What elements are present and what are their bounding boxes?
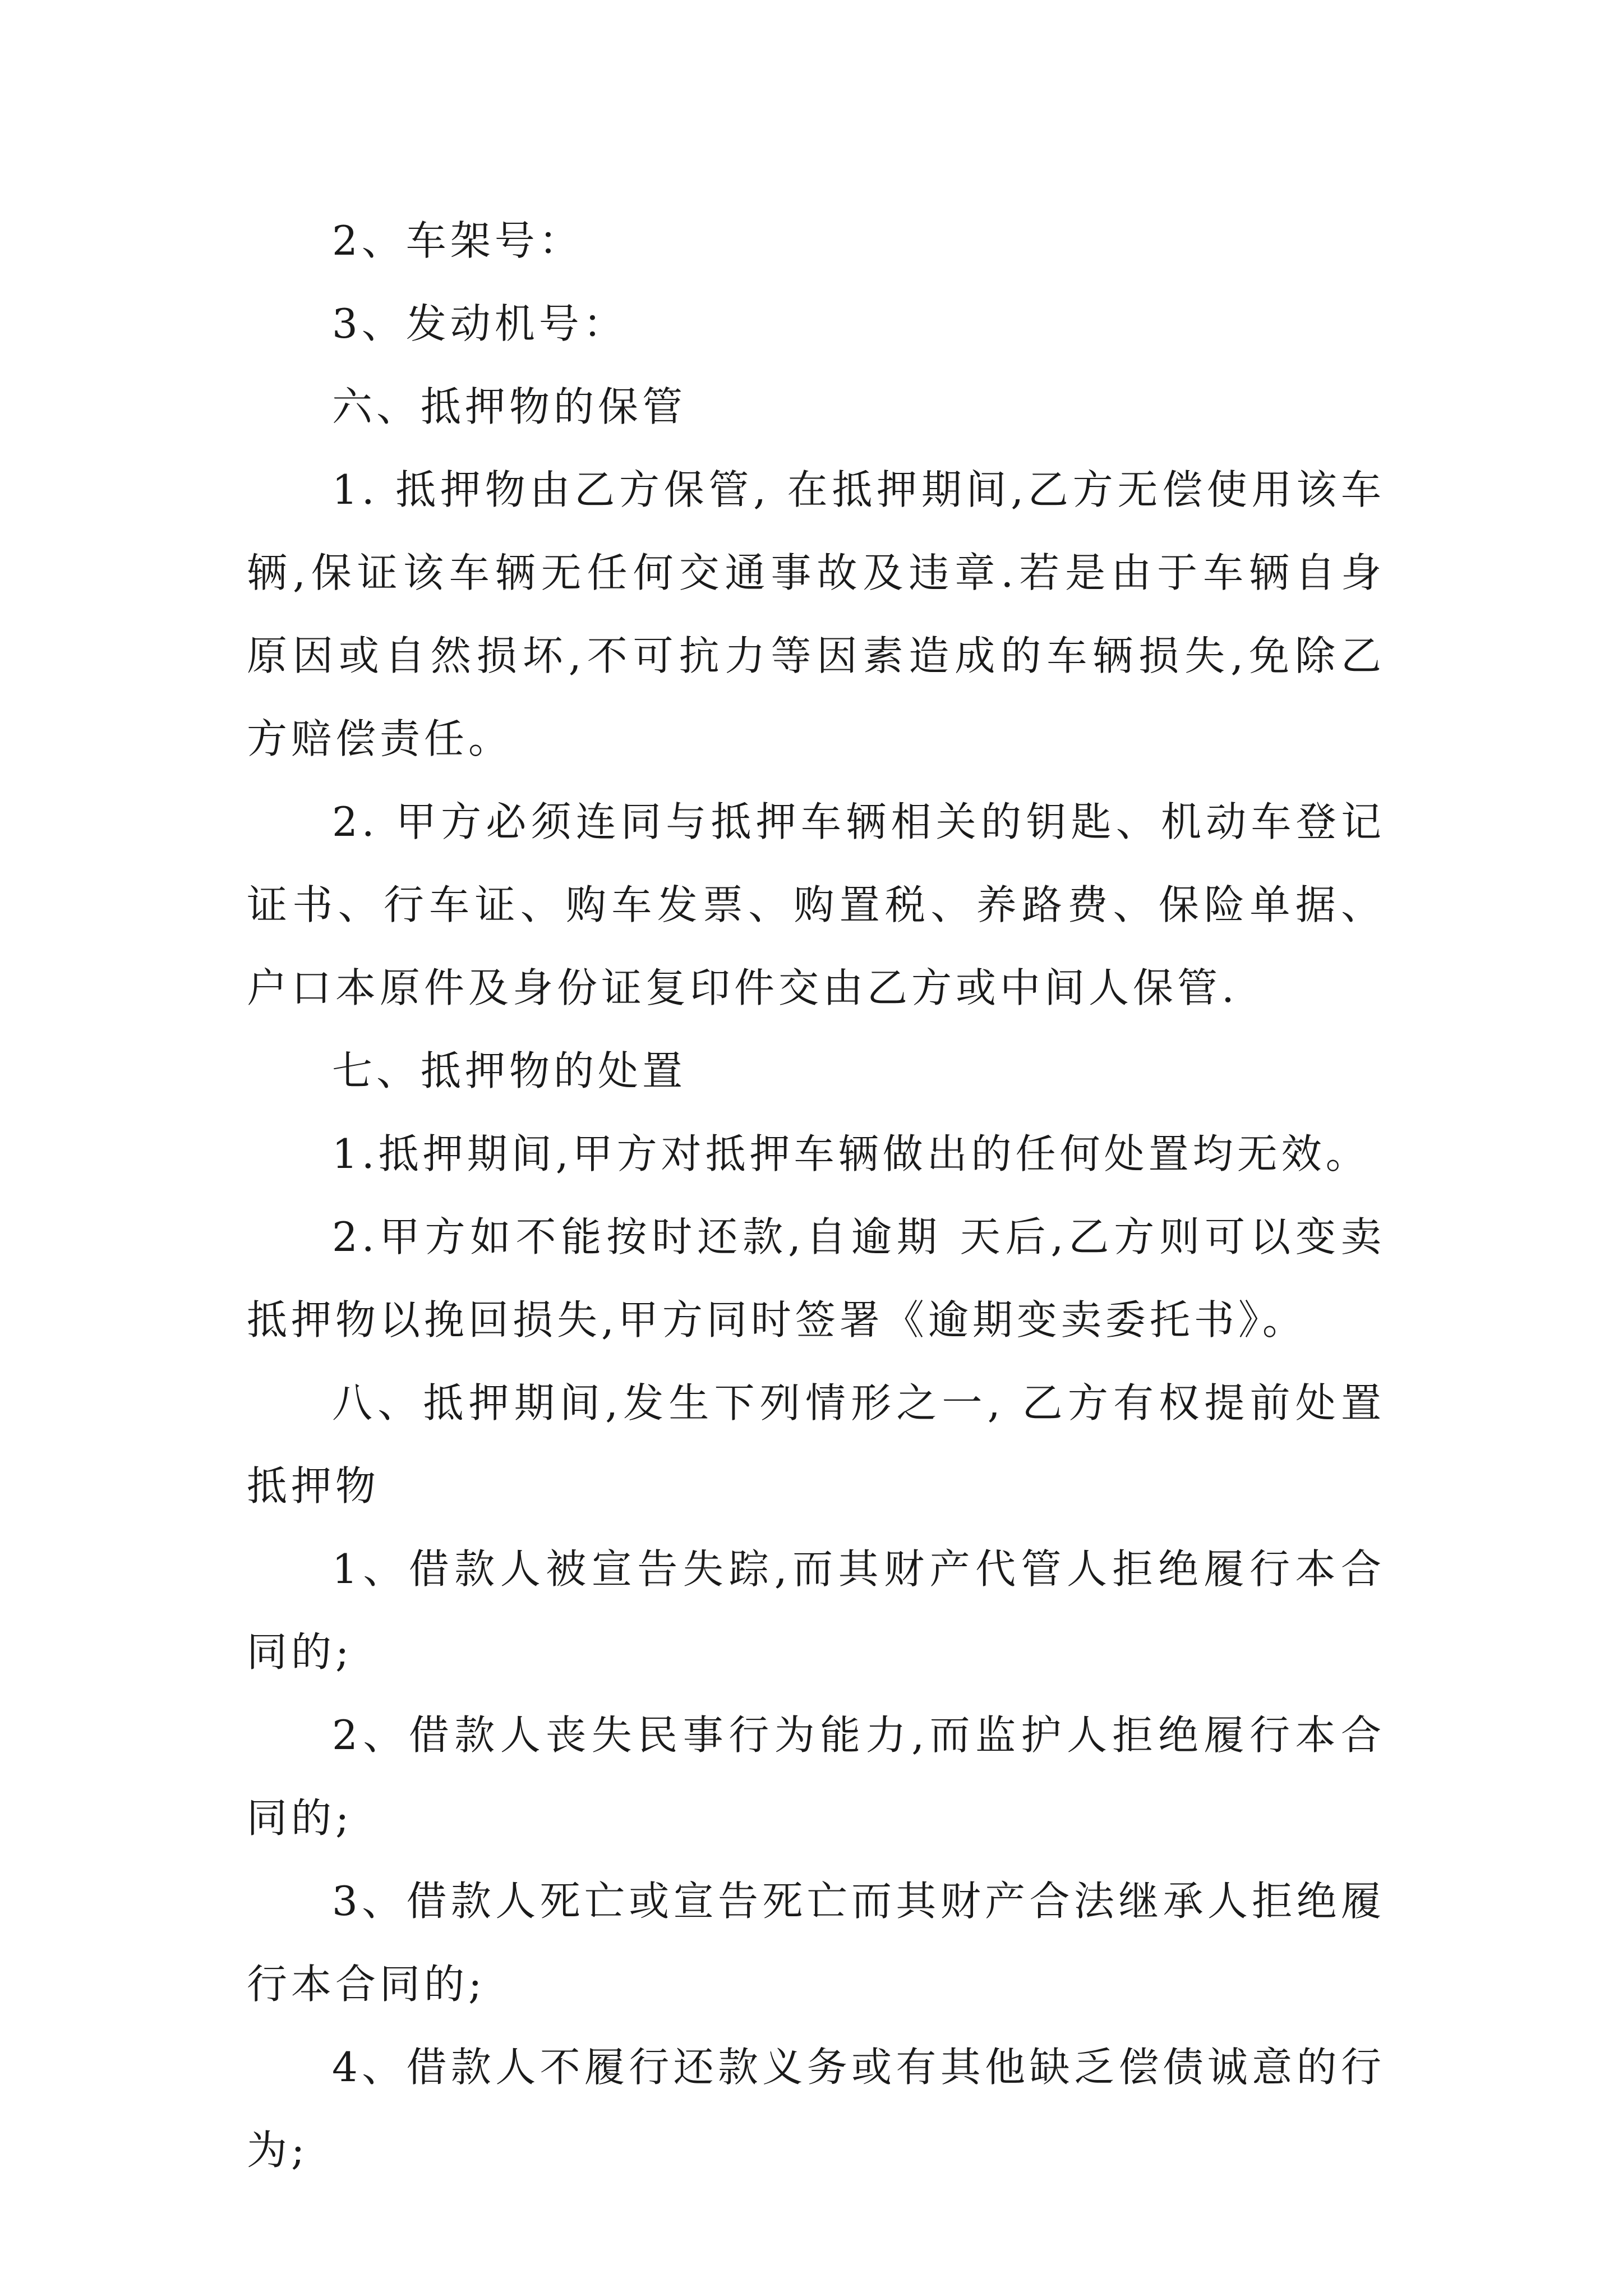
paragraph-custody-2: 2. 甲方必须连同与抵押车辆相关的钥匙、机动车登记证书、行车证、购车发票、购置税、养路费、保险单据、户口本原件及身份证复印件交由乙方或中间人保管. (247, 798, 1385, 1011)
paragraph-early-disposal-4: 4、借款人不履行还款义务或有其他缺乏偿债诚意的行为; (247, 2044, 1385, 2174)
paragraph-early-disposal-1: 1、借款人被宣告失踪,而其财产代管人拒绝履行本合同的; (247, 1545, 1385, 1676)
paragraph-frame-number: 2、车架号： (332, 217, 583, 264)
section-heading-custody: 六、抵押物的保管 (332, 383, 687, 430)
paragraph-disposal-2: 2.甲方如不能按时还款,自逾期 天后,乙方则可以变卖抵押物以挽回损失,甲方同时签署《逾期变卖委托书》。 (247, 1213, 1385, 1343)
paragraph-engine-number: 3、发动机号： (332, 300, 628, 347)
document-body (247, 199, 1385, 2192)
section-heading-disposal: 七、抵押物的处置 (332, 1047, 687, 1094)
section-heading-early-disposal: 八、抵押期间,发生下列情形之一, 乙方有权提前处置抵押物 (247, 1379, 1385, 1510)
paragraph-early-disposal-3: 3、借款人死亡或宣告死亡而其财产合法继承人拒绝履行本合同的; (247, 1878, 1385, 2008)
paragraph-disposal-1: 1.抵押期间,甲方对抵押车辆做出的任何处置均无效。 (332, 1130, 1370, 1177)
paragraph-early-disposal-2: 2、借款人丧失民事行为能力,而监护人拒绝履行本合同的; (247, 1711, 1385, 1842)
paragraph-custody-1: 1. 抵押物由乙方保管, 在抵押期间,乙方无偿使用该车辆,保证该车辆无任何交通事故及违章.若是由于车辆自身原因或自然损坏,不可抗力等因素造成的车辆损失,免除乙方赔偿责任。 (247, 466, 1385, 762)
